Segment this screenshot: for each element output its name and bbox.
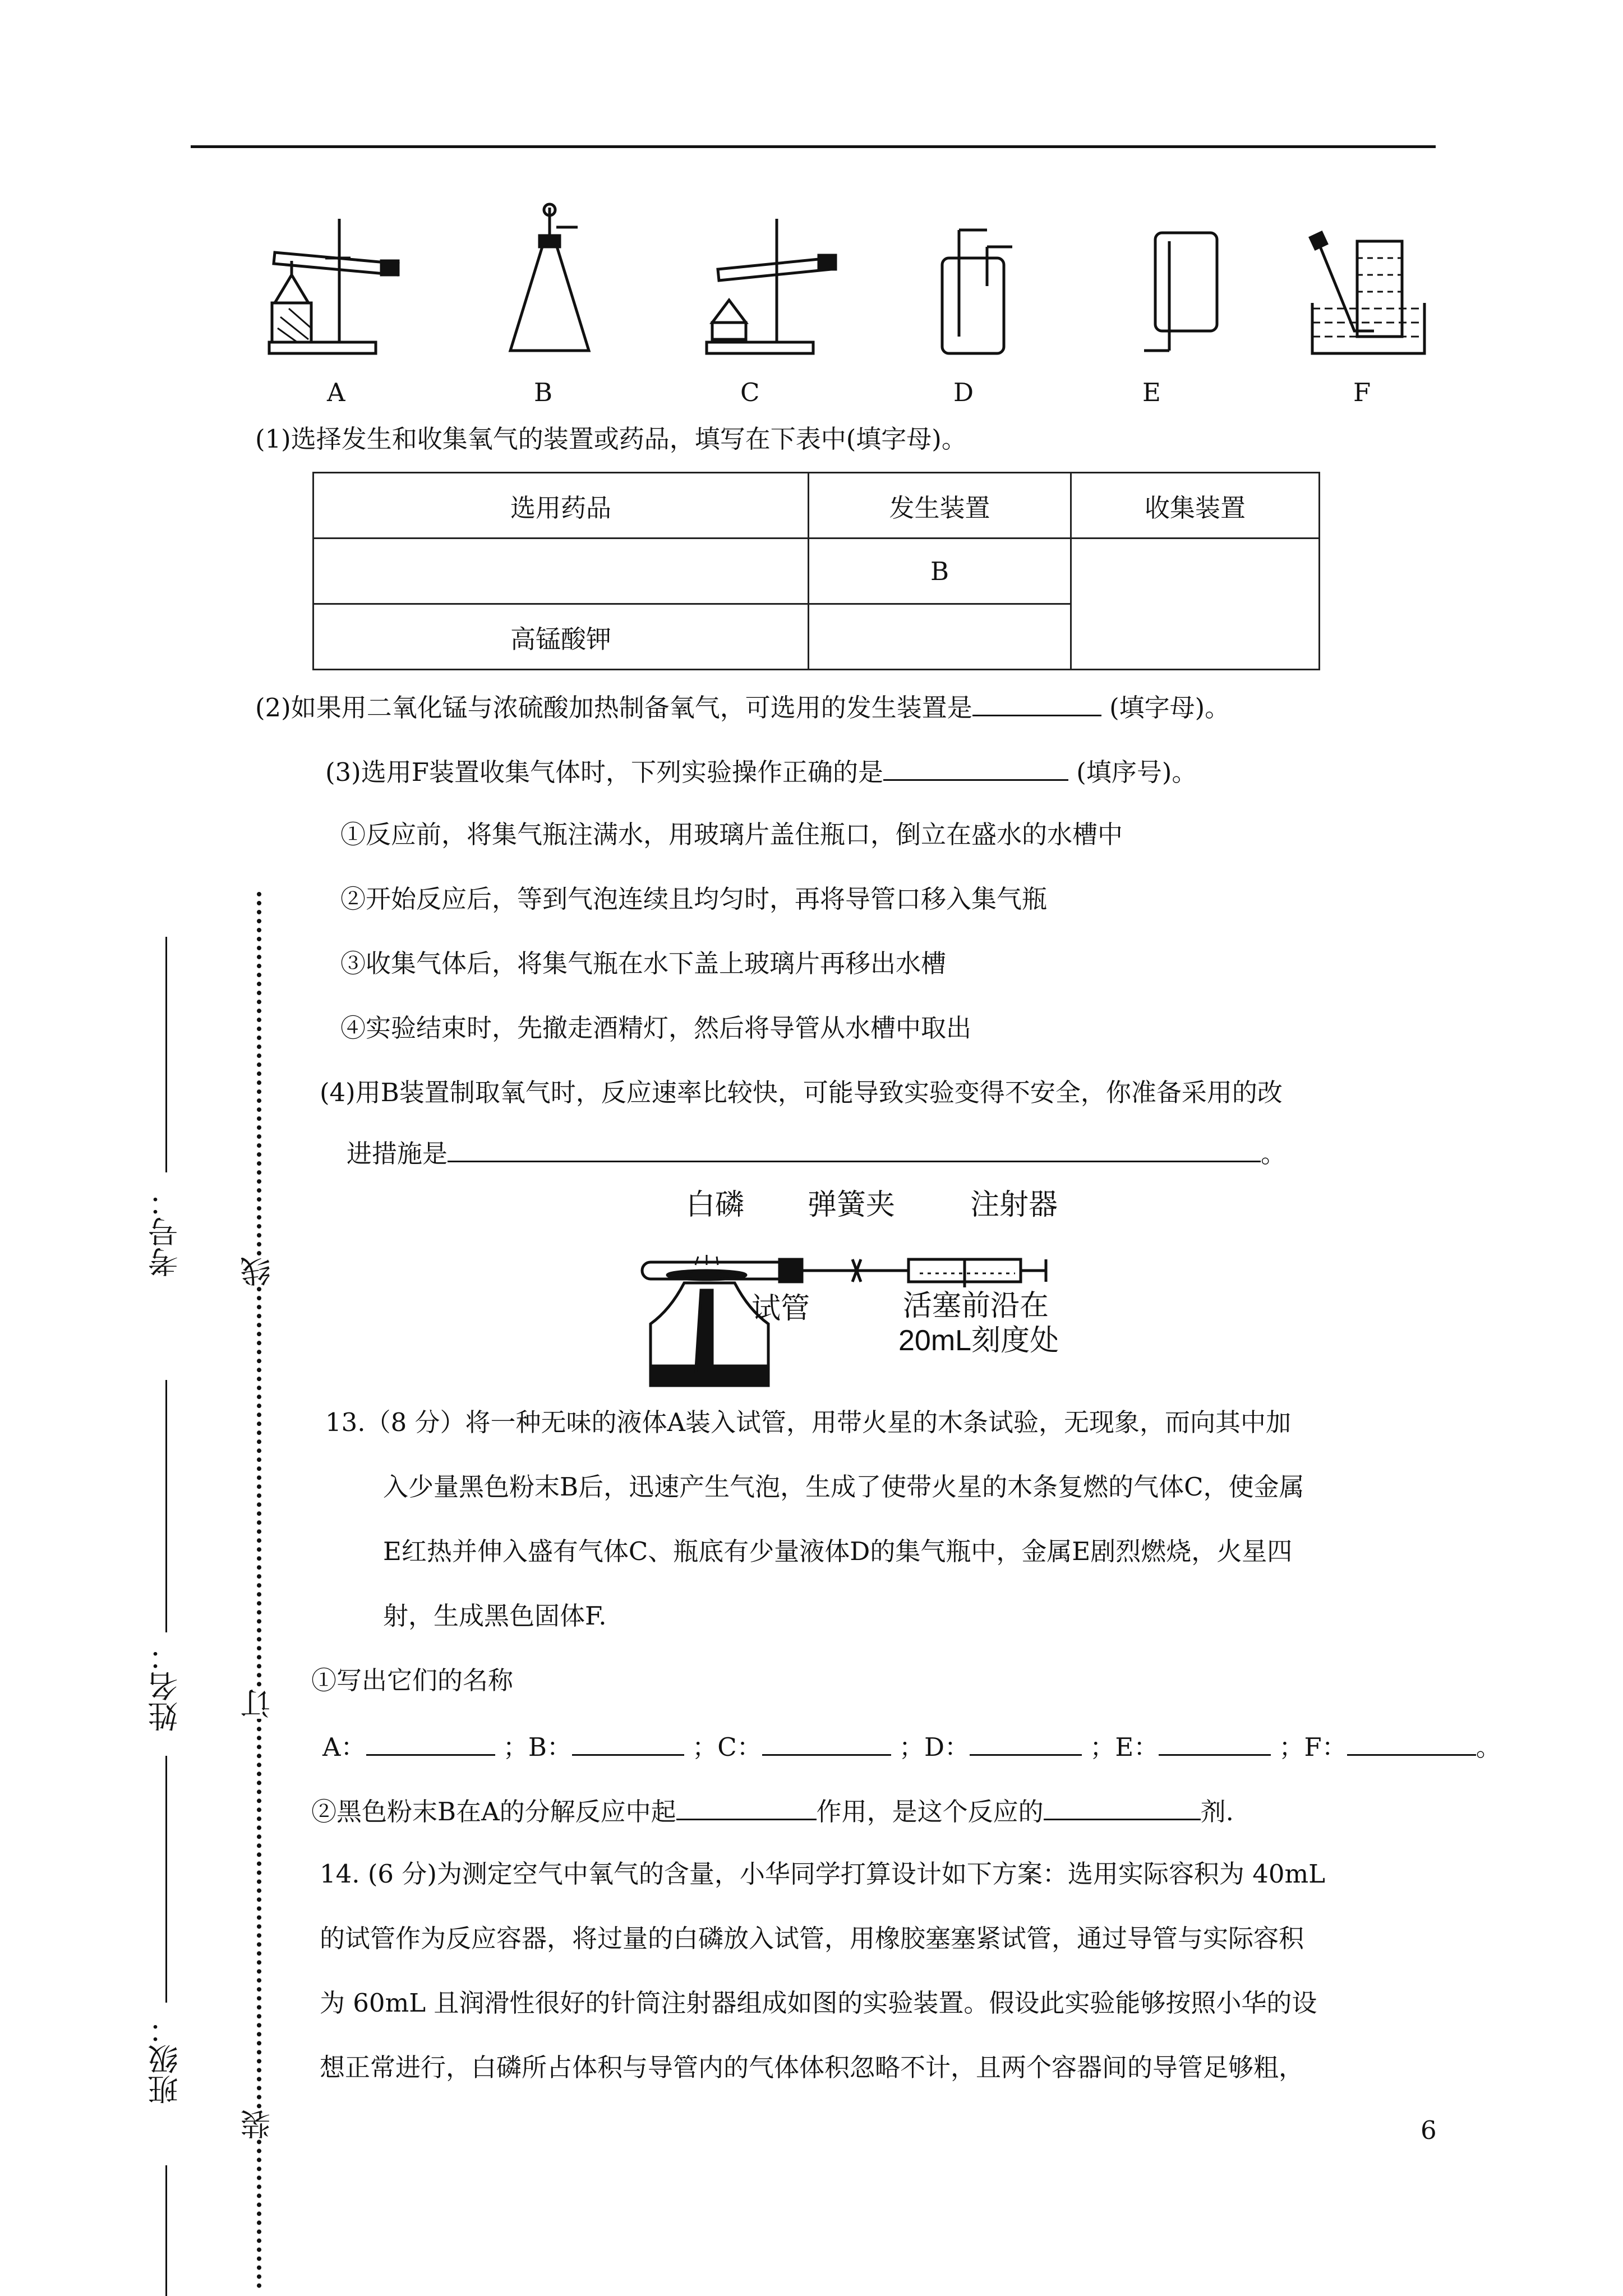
q13-line-2: 入少量黑色粉末B后，迅速产生气泡，生成了使带火星的木条复燃的气体C，使金属 [383, 1472, 1304, 1502]
q12-part2 [255, 690, 1230, 724]
q12-part2-text: (2)如果用二氧化锰与浓硫酸加热制备氧气，可选用的发生装置是 [255, 693, 972, 723]
q12-part2-blank[interactable] [972, 690, 1101, 716]
q14-line-4: 想正常进行，白磷所占体积与导管内的气体体积忽略不计，且两个容器间的导管足够粗， [320, 2053, 1304, 2082]
q13-sub2-text-b: 作用，是这个反应的 [816, 1797, 1044, 1826]
q13-sub1: ①写出它们的名称 [311, 1665, 514, 1695]
apparatus-label-a: A [327, 378, 345, 407]
apparatus-a-drawing [269, 219, 398, 353]
apparatus-figure [247, 202, 1458, 381]
name-b-blank[interactable] [572, 1729, 684, 1756]
q12-part3-blank[interactable] [883, 754, 1068, 781]
q12-part3-suffix: (填序号)。 [1076, 757, 1197, 787]
apparatus-label-d: D [953, 378, 974, 407]
name-d-label: ；D： [898, 1732, 970, 1762]
q12-part4-text: 进措施是 [347, 1139, 448, 1168]
q12-part4-line2 [347, 1136, 1286, 1170]
q12-part4-line1: (4)用B装置制取氧气时，反应速率比较快，可能导致实验变得不安全，你准备采用的改 [320, 1078, 1283, 1107]
label-test-tube: 试管 [751, 1292, 810, 1326]
name-f-blank[interactable] [1347, 1729, 1476, 1756]
name-c-label: ；C： [692, 1732, 762, 1762]
q13-sub2 [311, 1794, 1234, 1828]
name-label: 姓名： [147, 1641, 183, 1732]
name-a-label: A： [322, 1732, 366, 1762]
q12-option-4: ④实验结束时，先撤走酒精灯，然后将导管从水槽中取出 [340, 1013, 972, 1043]
fix-char: 装 [240, 2109, 275, 2139]
q12-part4-end: 。 [1261, 1139, 1287, 1168]
apparatus-label-e: E [1142, 378, 1161, 407]
q13-sub2-blank-1[interactable] [676, 1794, 817, 1820]
name-f-label: ；F： [1279, 1732, 1347, 1762]
q12-option-2: ②开始反应后，等到气泡连续且均匀时，再将导管口移入集气瓶 [340, 884, 1048, 914]
q14-line-2: 的试管作为反应容器，将过量的白磷放入试管，用橡胶塞塞紧试管，通过导管与实际容积 [320, 1924, 1304, 1953]
q13-sub2-text-c: 剂. [1200, 1797, 1234, 1826]
exam-no-label: 考号： [147, 1186, 183, 1277]
q14-line-1: 14. (6 分)为测定空气中氧气的含量，小华同学打算设计如下方案：选用实际容积为 40mL [320, 1859, 1326, 1889]
q12-option-3: ③收集气体后，将集气瓶在水下盖上玻璃片再移出水槽 [340, 949, 947, 978]
binding-dotted-line [257, 892, 261, 2289]
label-spring-clip: 弹簧夹 [808, 1188, 896, 1222]
name-a-blank[interactable] [366, 1729, 495, 1756]
name-b-label: ；B： [502, 1732, 572, 1762]
apparatus-label-b: B [534, 378, 553, 407]
q12-part3-text: (3)选用F装置收集气体时，下列实验操作正确的是 [325, 757, 883, 787]
table-cell-collector[interactable] [1071, 539, 1320, 670]
q12-part1: (1)选择发生和收集氧气的装置或药品，填写在下表中(填字母)。 [255, 424, 967, 454]
table-cell-generator-2[interactable] [809, 604, 1071, 670]
q13-line-4: 射，生成黑色固体F. [383, 1601, 607, 1631]
class-label: 班级： [147, 2014, 183, 2105]
class-line [165, 1756, 167, 2003]
names-end: 。 [1476, 1732, 1501, 1762]
line-char: 线 [240, 1257, 275, 1287]
q13-line-3: E红热并伸入盛有气体C、瓶底有少量液体D的集气瓶中，金属E剧烈燃烧，火星四 [383, 1536, 1293, 1566]
apparatus-b-drawing [510, 204, 589, 351]
q14-line-3: 为 60mL 且润滑性很好的针筒注射器组成如图的实验装置。假设此实验能够按照小华的设 [320, 1988, 1317, 2018]
table-cell-generator-1: B [809, 539, 1071, 604]
q13-names-row [322, 1729, 1501, 1763]
table-cell-reagent-2: 高锰酸钾 [313, 604, 809, 670]
page-number: 6 [1421, 2115, 1437, 2145]
label-piston-1: 活塞前沿在 [903, 1289, 1049, 1323]
bottom-line [165, 2165, 167, 2296]
apparatus-label-c: C [740, 378, 760, 407]
table-header-generator: 发生装置 [809, 473, 1071, 539]
bind-char: 订 [240, 1688, 275, 1719]
q12-option-1: ①反应前，将集气瓶注满水，用玻璃片盖住瓶口，倒立在盛水的水槽中 [340, 820, 1123, 849]
apparatus-d-drawing [942, 230, 1012, 353]
header-rule [191, 145, 1436, 148]
apparatus-e-drawing [1144, 233, 1217, 351]
table-cell-reagent-1[interactable] [313, 539, 809, 604]
name-line [165, 1380, 167, 1632]
label-syringe: 注射器 [970, 1188, 1058, 1222]
q12-part2-suffix: (填字母)。 [1109, 693, 1230, 723]
label-white-phosphorus: 白磷 [686, 1188, 745, 1222]
exam-no-line [165, 937, 167, 1172]
apparatus-label-f: F [1353, 378, 1371, 407]
name-c-blank[interactable] [762, 1729, 891, 1756]
apparatus-c-drawing [707, 219, 836, 353]
q12-part4-blank[interactable] [448, 1136, 1261, 1162]
q13-line-1: 13.（8 分）将一种无味的液体A装入试管，用带火星的木条试验，无现象，而向其中加 [325, 1407, 1291, 1437]
name-d-blank[interactable] [970, 1729, 1082, 1756]
table-header-reagent: 选用药品 [313, 473, 809, 539]
table-header-collector: 收集装置 [1071, 473, 1320, 539]
q13-sub2-blank-2[interactable] [1044, 1794, 1201, 1820]
label-piston-2: 20mL刻度处 [898, 1324, 1059, 1357]
q12-part3 [325, 754, 1197, 788]
q13-sub2-text-a: ②黑色粉末B在A的分解反应中起 [311, 1797, 676, 1826]
name-e-blank[interactable] [1159, 1729, 1271, 1756]
answer-table [312, 472, 1320, 670]
apparatus-f-drawing [1310, 232, 1424, 353]
name-e-label: ；E： [1090, 1732, 1159, 1762]
